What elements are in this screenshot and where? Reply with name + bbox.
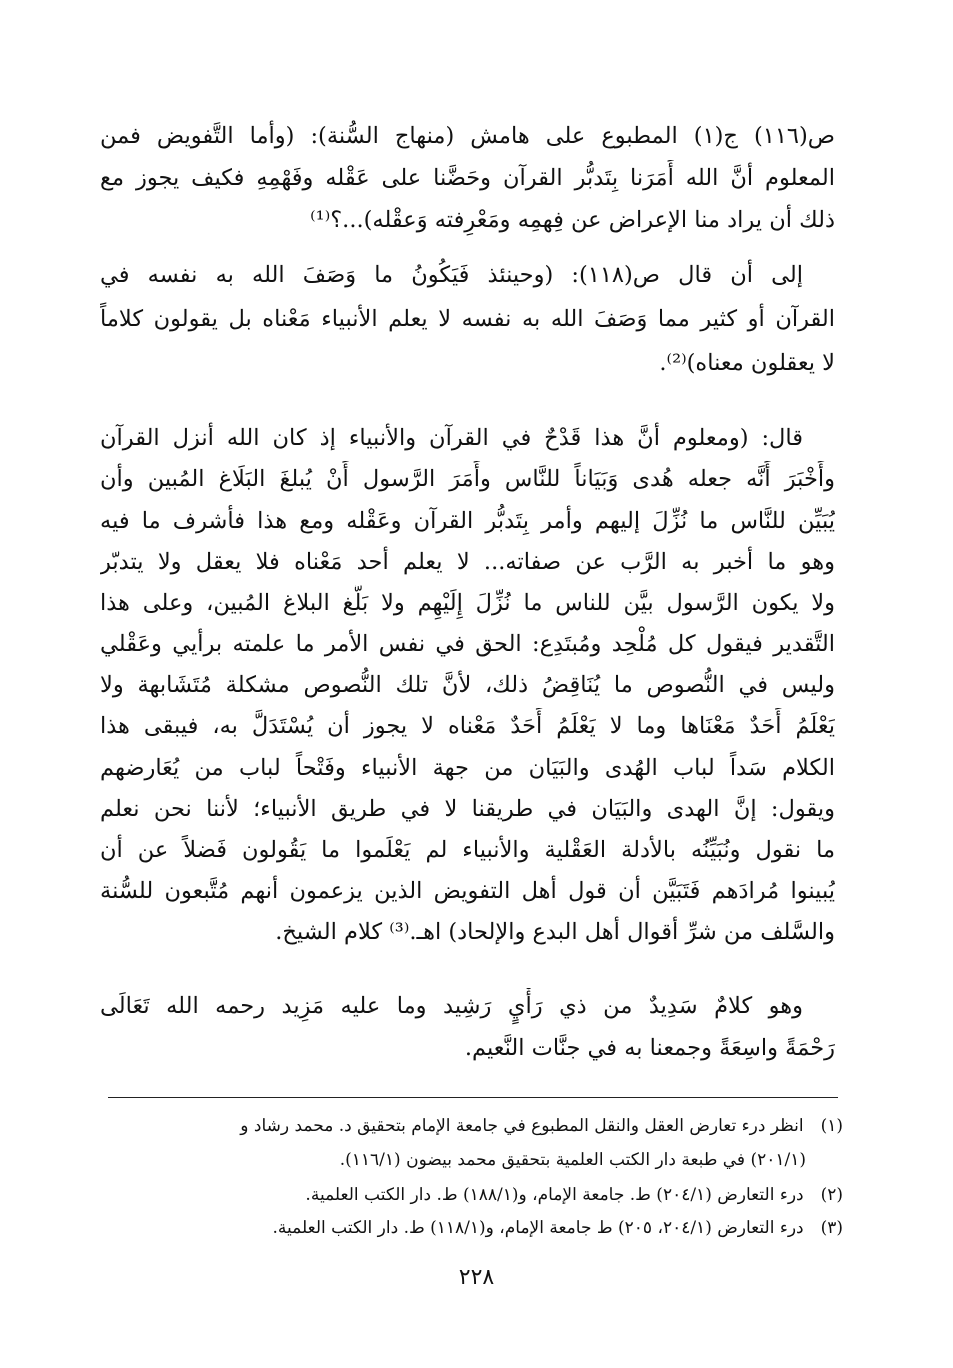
footnote-text: انظر درء تعارض العقل والنقل المطبوع في جامعة الإمام بتحقيق د. محمد رشاد و xyxy=(240,1116,804,1136)
body-line: لا يعقلون معناه)⁽²⁾. xyxy=(659,350,835,376)
body-line: وهو كلامٌ سَدِيدٌ من ذي رَأْيٍ رَشِيد وما عليه مَزِيد رحمه الله تَعَالَى xyxy=(100,993,803,1019)
page-number: ٢٢٨ xyxy=(458,1265,495,1290)
footnote-text: درء التعارض (٢٠٤/١) ط. جامعة الإمام، و(١٨٨/١) ط. دار الكتب العلمية. xyxy=(305,1185,804,1205)
body-line: يُبَيِّن للنَّاس ما نُزِّلَ إليهم وأمر بِتَدبُّر القرآن وعَقْله ومع هذا فأشرف ما فيه xyxy=(100,508,835,534)
body-line: رَحْمَةً واسِعَةً وجمعنا به في جنَّات النَّعيم. xyxy=(464,1035,835,1061)
body-line: ولا يكون الرَّسول بيَّن للناس ما نُزِّلَ إِلَيْهِم ولا بَلَّغ البلاغ المُبين، وعلى هذا xyxy=(100,590,835,616)
body-line: الكلام سَداً لباب الهُدى والبَيَان من جهة الأنبياء وفَتْحاً لباب من يُعَارضهم xyxy=(100,755,835,781)
footnote xyxy=(100,1214,843,1244)
body-line: والسَّلف من شرِّ أقوال أهل البدع والإلحاد) اهـ.⁽³⁾ كلام الشيخ. xyxy=(275,919,835,945)
footnote-continuation: (٢٠١/١) في طبعة دار الكتب العلمية بتحقيق محمد بيضون (١١٦/١). xyxy=(339,1150,806,1170)
footnote-text: درء التعارض (٢٠٤/١، ٢٠٥) ط جامعة الإمام، و(١١٨/١) ط. دار الكتب العلمية. xyxy=(272,1218,804,1238)
body-line: وليس في النُّصوص ما يُنَاقِضُ ذلك، لأنَّ تلك النُّصوص مشكلة مُتَشَابهة ولا xyxy=(100,672,835,698)
body-line: وأَخْبَرَ أَنَّه جعله هُدى وَبَيَاناً للنَّاس وأَمَرَ الرَّسول أَنْ يُبلغَ البَلَاغ المُبين وأن xyxy=(100,466,835,492)
footnote-number: (٣) xyxy=(820,1218,843,1238)
body-line: إلى أن قال ص(١١٨): (وحينئذ فَيَكُونُ ما وَصَفَ الله به نفسه في xyxy=(100,262,803,288)
body-line: ذلك أن يراد منا الإعراض عن فِهمِه ومَعْرِفته وَعقْله)...؟⁽¹⁾ xyxy=(310,207,835,233)
footnote xyxy=(100,1181,843,1211)
body-line: قال: (ومعلوم أنَّ هذا قَدْحٌ في القرآن والأنبياء إذ كان الله أنزل القرآن xyxy=(100,425,803,451)
body-line: ويقول: إنَّ الهدى والبَيَان في طريقنا لا في طريق الأنبياء؛ لأننا نحن نعلم xyxy=(100,796,835,822)
body-line: وهو ما أخبر به الرَّب عن صفاته... لا يعلم أحد مَعْناه فلا يعقل ولا يتدبّر xyxy=(100,549,835,575)
footnote-number: (٢) xyxy=(820,1185,843,1205)
body-line: يُبينوا مُرادَهم فَتَبَيَّن أن قول أهل التفويض الذين يزعمون أنهم مُتَّبعون للسُّنة xyxy=(100,878,835,904)
footnote-number: (١) xyxy=(820,1116,843,1136)
body-line: ما نقول ونُبَيِّنُه بالأدلة العَقْلية والأنبياء لم يَعْلَموا ما يَقُولون فَضلاً عن أن xyxy=(100,837,835,863)
body-line: المعلوم أنَّ الله أَمَرَنا بِتَدبُّر القرآن وحَضَّنا على عَقْله وفَهْمِهِ فكيف يجوز مع xyxy=(100,165,835,191)
body-line: ص(١١٦) ج(١) المطبوع على هامش (منهاج السُّنة): (وأما التَّفويض فمن xyxy=(100,123,835,149)
body-line: القرآن أو كثير مما وَصَفَ الله به نفسه لا يعلم الأنبياء مَعْناه بل يقولون كلاماً xyxy=(100,306,835,332)
body-line: التَّقدير فيقول كل مُلْحِد ومُبتَدِع: الحق في نفس الأمر ما علمته برأيي وعَقْلي xyxy=(100,631,835,657)
footnote xyxy=(100,1112,843,1142)
body-line: يَعْلَمُ أَحَدٌ مَعْنَاها وما لا يَعْلَمُ أَحَدٌ مَعْناه لا يجوز أن يُسْتَدَلَّ به، فيبقى هذا xyxy=(100,713,835,739)
footnote-divider xyxy=(108,1097,838,1098)
